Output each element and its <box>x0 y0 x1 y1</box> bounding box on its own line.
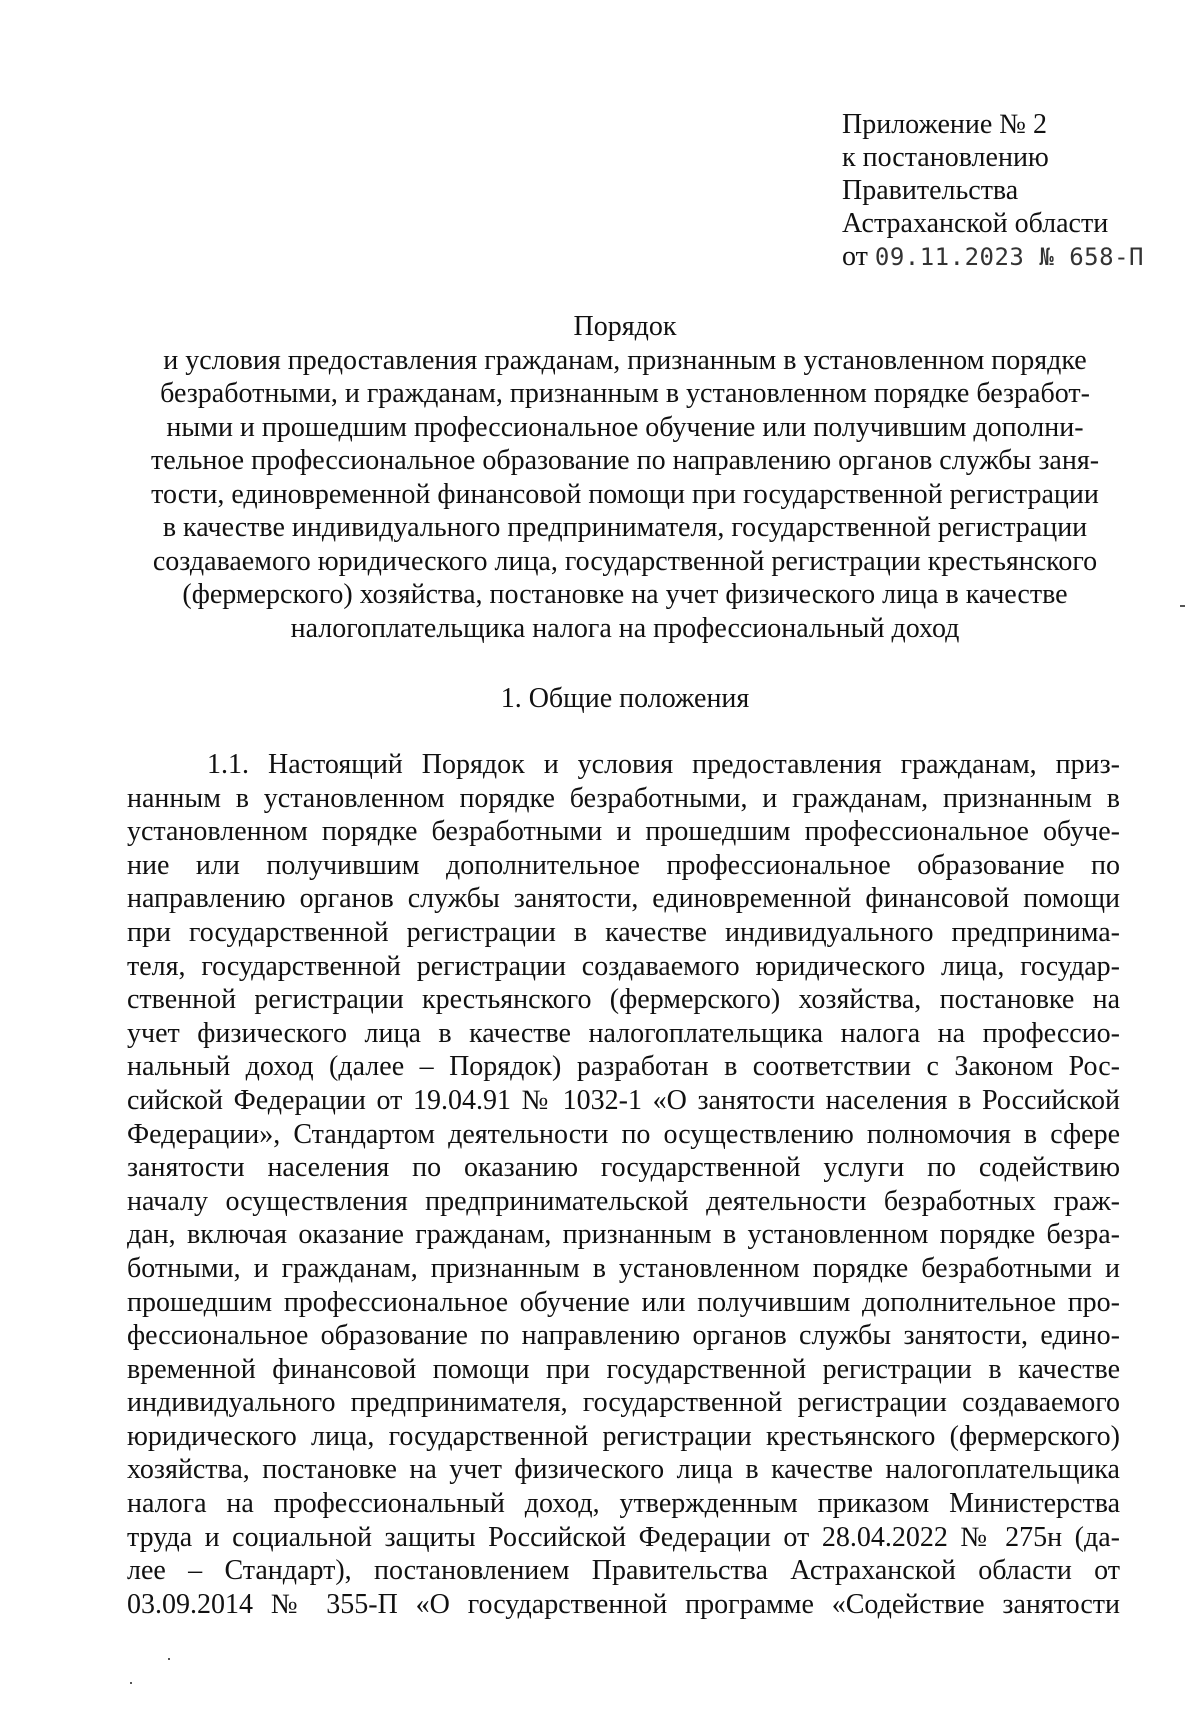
appendix-header <box>842 108 1144 274</box>
paragraph-line: ственной регистрации крестьянского (фермерского) хозяйства, постановке на <box>127 984 1120 1016</box>
scan-speck <box>168 1658 170 1660</box>
paragraph-line: при государственной регистрации в качестве индивидуального предпринима- <box>127 916 1120 948</box>
paragraph-line: 03.09.2014 № 355-П «О государственной программе «Содействие занятости <box>127 1588 1120 1620</box>
title-line: безработными, и гражданам, признанным в установленном порядке безработ- <box>160 378 1090 409</box>
title-line: создаваемого юридического лица, государственной регистрации крестьянского <box>152 545 1098 577</box>
paragraph-line: налога на профессиональный доход, утвержденным приказом Министерства <box>127 1488 1120 1520</box>
paragraph-line: фессиональное образование по направлению органов службы занятости, едино- <box>127 1320 1120 1352</box>
body-paragraph <box>127 748 1120 1621</box>
paragraph-line: занятости населения по оказанию государственной услуги по содействию <box>127 1152 1120 1184</box>
paragraph-line: нанным в установленном порядке безработными, и гражданам, признанным в <box>127 782 1120 814</box>
paragraph-line: Федерации», Стандартом деятельности по осуществлению полномочия в сфере <box>127 1118 1120 1150</box>
paragraph-line: нальный доход (далее – Порядок) разработан в соответствии с Законом Рос- <box>127 1051 1120 1083</box>
appendix-date-prefix: от <box>842 241 868 272</box>
title-line: и условия предоставления гражданам, признанным в установленном порядке <box>163 344 1087 376</box>
paragraph-line: теля, государственной регистрации создаваемого юридического лица, государ- <box>127 950 1120 982</box>
appendix-line: к постановлению <box>842 142 1049 173</box>
appendix-date-line <box>842 240 1144 274</box>
section-heading: 1. Общие положения <box>500 683 750 714</box>
scan-speck <box>130 1682 132 1684</box>
paragraph-line: ботными, и гражданам, признанным в установленном порядке безработными и <box>127 1252 1120 1284</box>
paragraph-line: прошедшим профессиональное обучение или получившим дополнительное про- <box>127 1286 1120 1318</box>
paragraph-line: временной финансовой помощи при государственной регистрации в качестве <box>127 1353 1120 1385</box>
appendix-line: Приложение № 2 <box>842 109 1047 140</box>
paragraph-line: лее – Стандарт), постановлением Правительства Астраханской области от <box>127 1555 1120 1587</box>
document-title <box>125 310 1125 645</box>
paragraph-line: началу осуществления предпринимательской деятельности безработных граж- <box>127 1185 1120 1217</box>
title-line: ными и прошедшим профессиональное обучение или получившим дополни- <box>166 411 1084 443</box>
appendix-line: Правительства <box>842 175 1019 206</box>
paragraph-line: установленном порядке безработными и прошедшим профессиональное обуче- <box>127 816 1120 848</box>
title-line: налогоплательщика налога на профессиональный доход <box>290 612 960 644</box>
scan-speck <box>1180 605 1185 607</box>
title-line: тости, единовременной финансовой помощи при государственной регистрации <box>151 478 1099 510</box>
title-line: в качестве индивидуального предпринимателя, государственной регистрации <box>162 512 1088 543</box>
paragraph-line: ние или получившим дополнительное профессиональное образование по <box>127 849 1120 881</box>
paragraph-line: труда и социальной защиты Российской Федерации от 28.04.2022 № 275н (да- <box>127 1521 1120 1553</box>
title-line: тельное профессиональное образование по направлению органов службы заня- <box>150 445 1100 476</box>
paragraph-line: учет физического лица в качестве налогоплательщика налога на профессио- <box>127 1017 1120 1049</box>
paragraph-line: хозяйства, постановке на учет физического лица в качестве налогоплательщика <box>127 1454 1120 1486</box>
appendix-date-stamp: 09.11.2023 № 658-П <box>874 243 1144 271</box>
paragraph-line: юридического лица, государственной регистрации крестьянского (фермерского) <box>127 1420 1120 1452</box>
paragraph-line: индивидуального предпринимателя, государственной регистрации создаваемого <box>127 1387 1120 1419</box>
title-line: Порядок <box>573 311 677 342</box>
appendix-line: Астраханской области <box>842 208 1109 239</box>
paragraph-line: 1.1. Настоящий Порядок и условия предоставления гражданам, приз- <box>207 749 1120 780</box>
paragraph-line: сийской Федерации от 19.04.91 № 1032-1 «О занятости населения в Российской <box>127 1084 1120 1116</box>
paragraph-line: дан, включая оказание гражданам, признанным в установленном порядке безра- <box>127 1219 1120 1251</box>
paragraph-line: направлению органов службы занятости, единовременной финансовой помощи <box>127 883 1120 915</box>
title-line: (фермерского) хозяйства, постановке на учет физического лица в качестве <box>182 579 1068 610</box>
